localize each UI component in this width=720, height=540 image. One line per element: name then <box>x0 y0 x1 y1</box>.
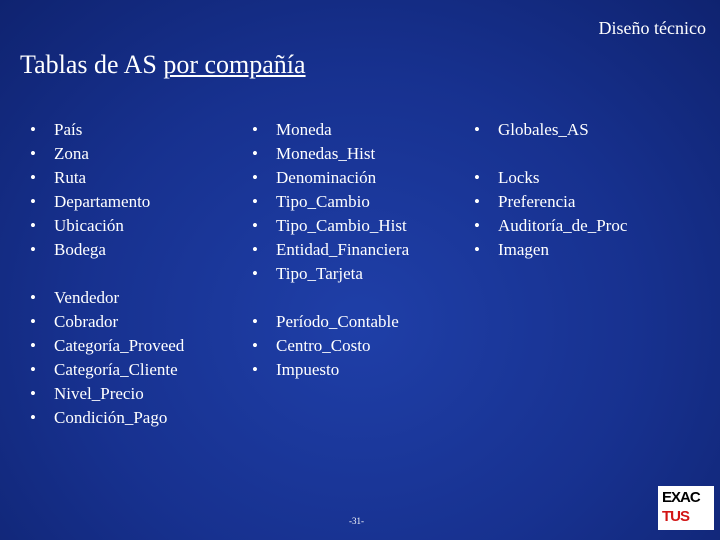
bullet-icon: • <box>30 384 36 403</box>
list-item <box>250 310 399 334</box>
list-col1-group2 <box>28 286 184 430</box>
list-item-label: Entidad_Financiera <box>276 240 410 259</box>
list-item-label: Categoría_Cliente <box>54 360 178 379</box>
list-item-label: Ruta <box>54 168 87 187</box>
list-item-label: Locks <box>498 168 540 187</box>
list-item-label: Monedas_Hist <box>276 144 376 163</box>
list-item <box>28 238 150 262</box>
list-item-label: Zona <box>54 144 89 163</box>
company-logo <box>658 486 714 530</box>
list-item-label: Impuesto <box>276 360 340 379</box>
list-item-label: Moneda <box>276 120 332 139</box>
list-item <box>472 238 627 262</box>
list-item-label: Tipo_Tarjeta <box>276 264 363 283</box>
list-col3-group1 <box>472 118 589 142</box>
list-item <box>28 214 150 238</box>
logo-text-bottom: TUS <box>662 508 689 525</box>
list-item <box>28 334 184 358</box>
list-item-label: Tipo_Cambio <box>276 192 370 211</box>
bullet-icon: • <box>30 288 36 307</box>
title-prefix: Tablas de AS <box>20 50 164 79</box>
bullet-icon: • <box>252 216 258 235</box>
list-item <box>28 118 150 142</box>
bullet-icon: • <box>30 240 36 259</box>
list-item <box>250 142 409 166</box>
bullet-icon: • <box>30 192 36 211</box>
bullet-icon: • <box>252 168 258 187</box>
list-item <box>472 214 627 238</box>
list-item <box>250 334 399 358</box>
list-item-label: Categoría_Proveed <box>54 336 185 355</box>
list-col1-group1 <box>28 118 150 262</box>
bullet-icon: • <box>30 216 36 235</box>
list-item-label: Período_Contable <box>276 312 399 331</box>
list-item-label: Preferencia <box>498 192 576 211</box>
list-item <box>28 358 184 382</box>
list-col2-group2 <box>250 310 399 382</box>
list-item-label: Centro_Costo <box>276 336 371 355</box>
title-underlined: por compañía <box>163 50 306 79</box>
bullet-icon: • <box>30 120 36 139</box>
bullet-icon: • <box>252 240 258 259</box>
list-item <box>28 382 184 406</box>
list-item <box>250 166 409 190</box>
bullet-icon: • <box>30 144 36 163</box>
list-item-label: Bodega <box>54 240 106 259</box>
list-item-label: Globales_AS <box>498 120 589 139</box>
list-item <box>250 262 409 286</box>
list-item <box>28 142 150 166</box>
bullet-icon: • <box>252 120 258 139</box>
list-item <box>28 406 184 430</box>
bullet-icon: • <box>252 336 258 355</box>
logo-text-top: EXAC <box>662 489 700 506</box>
list-item <box>250 238 409 262</box>
bullet-icon: • <box>252 360 258 379</box>
bullet-icon: • <box>252 264 258 283</box>
list-item <box>28 310 184 334</box>
bullet-icon: • <box>474 192 480 211</box>
bullet-icon: • <box>30 312 36 331</box>
list-item <box>250 118 409 142</box>
list-item <box>28 166 150 190</box>
list-item-label: País <box>54 120 83 139</box>
bullet-icon: • <box>30 408 36 427</box>
bullet-icon: • <box>252 192 258 211</box>
page-title <box>20 50 306 80</box>
list-item-label: Tipo_Cambio_Hist <box>276 216 407 235</box>
list-item <box>250 214 409 238</box>
list-item <box>28 286 184 310</box>
bullet-icon: • <box>474 168 480 187</box>
bullet-icon: • <box>30 168 36 187</box>
list-item <box>472 190 627 214</box>
list-item-label: Nivel_Precio <box>54 384 144 403</box>
list-item-label: Auditoría_de_Proc <box>498 216 628 235</box>
list-item-label: Cobrador <box>54 312 119 331</box>
bullet-icon: • <box>30 336 36 355</box>
list-item-label: Departamento <box>54 192 151 211</box>
bullet-icon: • <box>252 312 258 331</box>
bullet-icon: • <box>252 144 258 163</box>
bullet-icon: • <box>474 120 480 139</box>
list-item-label: Condición_Pago <box>54 408 168 427</box>
list-item-label: Denominación <box>276 168 377 187</box>
list-item <box>250 358 399 382</box>
list-item <box>250 190 409 214</box>
list-col3-group2 <box>472 166 627 262</box>
bullet-icon: • <box>474 216 480 235</box>
bullet-icon: • <box>474 240 480 259</box>
list-item-label: Vendedor <box>54 288 120 307</box>
list-col2-group1 <box>250 118 409 286</box>
header-label: Diseño técnico <box>598 18 706 38</box>
bullet-icon: • <box>30 360 36 379</box>
page-number: -31- <box>349 516 364 526</box>
list-item-label: Imagen <box>498 240 549 259</box>
list-item-label: Ubicación <box>54 216 124 235</box>
list-item <box>472 118 589 142</box>
list-item <box>28 190 150 214</box>
list-item <box>472 166 627 190</box>
